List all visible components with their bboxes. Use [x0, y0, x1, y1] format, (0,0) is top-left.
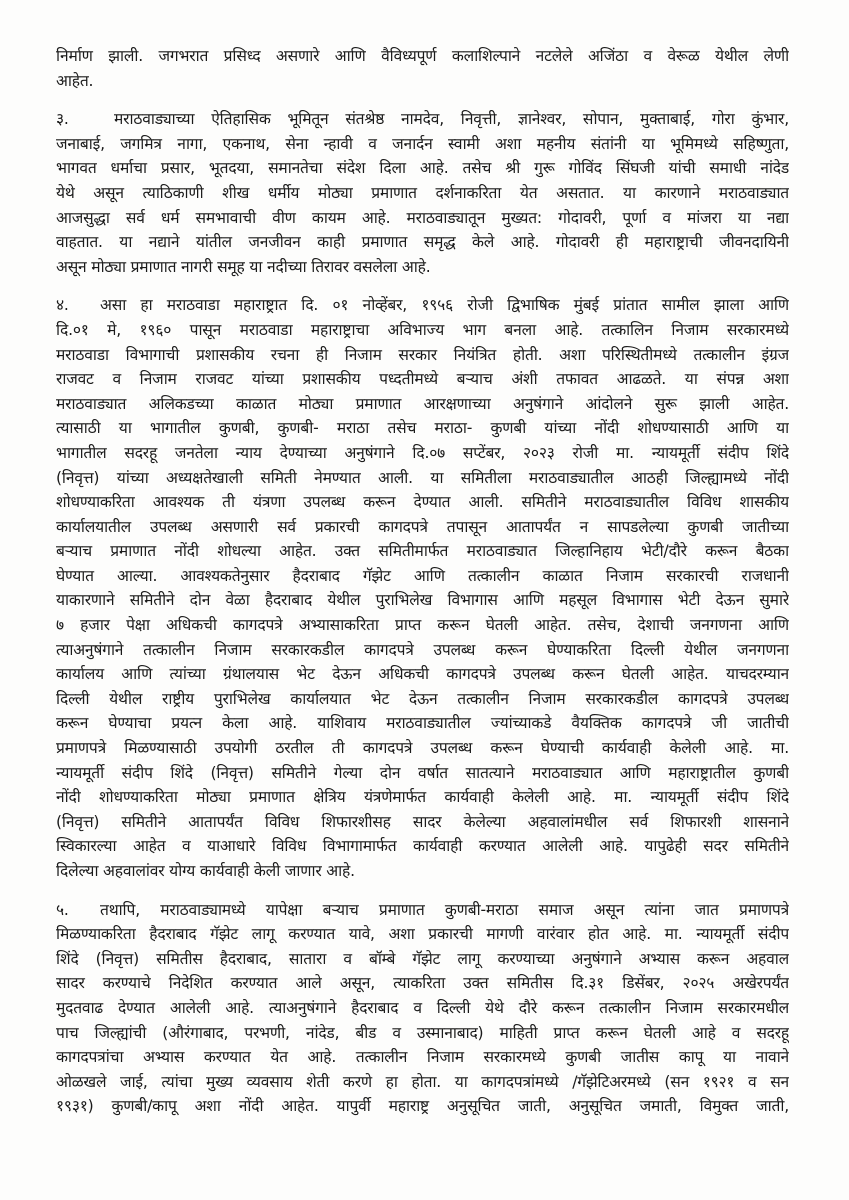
text-line: मराठवाडा विभागाची प्रशासकीय रचना ही निजाम सरकार नियंत्रित होती. अशा परिस्थितीमध्ये तत्कालीन इंग्रज	[56, 345, 789, 364]
text-line: येथे असून त्याठिकाणी शीख धर्मीय मोठ्या प्रमाणात दर्शनाकरिता येत असतात. या कारणाने मराठवाड्यात	[56, 183, 789, 202]
paragraph-number: ४.	[56, 296, 69, 315]
text-line: दिलेल्या अहवालांवर योग्य कार्यवाही केली जाणार आहे.	[56, 862, 355, 880]
text-line: ओळखले जाई, त्यांचा मुख्य व्यवसाय शेती करणे हा होता. या कागदपत्रांमध्ये /गॅझेटिअरमध्ये (सन १९२१ व सन	[56, 1072, 789, 1091]
text-line: मिळण्याकरिता हैदराबाद गॅझेट लागू करण्यात यावे, अशा प्रकारची मागणी वारंवार होत आहे. मा. न्यायमूर्ती संदीप	[56, 925, 789, 944]
text-line: शोधण्याकरिता आवश्यक ती यंत्रणा उपलब्ध करून देण्यात आली. समितीने मराठवाड्यातील विविध शासकीय	[56, 493, 789, 512]
paragraph-number: ५.	[56, 900, 69, 919]
paragraph-number: ३.	[56, 110, 69, 129]
text-line: असा हा मराठवाडा महाराष्ट्रात दि. ०१ नोव्हेंबर, १९५६ रोजी द्विभाषिक मुंबई प्रांतात सामील झाला आणि	[100, 296, 789, 315]
text-line: प्रमाणपत्रे मिळण्यासाठी उपयोगी ठरतील ती कागदपत्रे उपलब्ध करून घेण्याची कार्यवाही केलेली आहे. मा.	[56, 739, 789, 758]
text-line: निर्माण झाली. जगभरात प्रसिध्द असणारे आणि वैविध्यपूर्ण कलाशिल्पाने नटलेले अजिंठा व वेरूळ येथील लेणी	[56, 47, 789, 65]
text-line: नोंदी शोधण्याकरिता मोठ्या प्रमाणात क्षेत्रिय यंत्रणेमार्फत कार्यवाही केलेली आहे. मा. न्यायमूर्ती संदीप शिंदे	[56, 788, 789, 807]
text-line: आजसुद्धा सर्व धर्म समभावाची वीण कायम आहे. मराठवाड्यातून मुख्यत: गोदावरी, पूर्णा व मांजरा या नद्या	[56, 208, 789, 227]
text-line: सादर करण्याचे निदेशित करण्यात आले असून, त्याकरिता उक्त समितीस दि.३१ डिसेंबर, २०२५ अखेरपर्यंत	[56, 974, 789, 993]
text-line: दि.०१ मे, १९६० पासून मराठवाडा महाराष्ट्राचा अविभाज्य भाग बनला आहे. तत्कालिन निजाम सरकारमध्ये	[56, 320, 789, 339]
text-line: याकारणाने समितीने दोन वेळा हैदराबाद येथील पुराभिलेख विभागास आणि महसूल विभागास भेटी देऊन सुमारे	[56, 591, 789, 610]
text-line: (निवृत्त) यांच्या अध्यक्षतेखाली समिती नेमण्यात आली. या समितीला मराठवाड्यातील आठही जिल्ह्यामध्ये नोंदी	[56, 468, 789, 487]
text-line: ७ हजार पेक्षा अधिकची कागदपत्रे अभ्यासाकरिता प्राप्त करून घेतली आहेत. तसेच, देशाची जनगणना आणि	[56, 616, 789, 635]
text-line: जनाबाई, जगमित्र नागा, एकनाथ, सेना न्हावी व जनार्दन स्वामी अशा महनीय संतांनी या भूमिमध्ये सहिष्णुता,	[56, 134, 789, 153]
text-line: दिल्ली येथील राष्ट्रीय पुराभिलेख कार्यालयात भेट देऊन तत्कालीन निजाम सरकारकडील कागदपत्रे उपलब्ध	[56, 689, 789, 708]
intro-paragraph	[56, 44, 789, 93]
text-line: (निवृत्त) समितीने आतापर्यंत विविध शिफारशीसह सादर केलेल्या अहवालांमधील सर्व शिफारशी शासनाने	[56, 812, 789, 831]
text-line: घेण्यात आल्या. आवश्यकतेनुसार हैदराबाद गॅझेट आणि तत्कालीन काळात निजाम सरकारची राजधानी	[56, 566, 789, 585]
text-line: त्यासाठी या भागातील कुणबी, कुणबी- मराठा तसेच मराठा- कुणबी यांच्या नोंदी शोधण्यासाठी आणि या	[56, 419, 789, 438]
text-line: भागवत धर्माचा प्रसार, भूतदया, समानतेचा संदेश दिला आहे. तसेच श्री गुरू गोविंद सिंघजी यांची समाधी नांदेड	[56, 159, 789, 178]
text-line: न्यायमूर्ती संदीप शिंदे (निवृत्त) समितीने गेल्या दोन वर्षात सातत्याने मराठवाड्यात आणि महाराष्ट्रातील कुणबी	[56, 763, 789, 782]
text-line: मुदतवाढ देण्यात आलेली आहे. त्याअनुषंगाने हैदराबाद व दिल्ली येथे दौरे करून तत्कालीन निजाम सरकारमधील	[56, 998, 789, 1017]
text-line: राजवट व निजाम राजवट यांच्या प्रशासकीय पध्दतीमध्ये बऱ्याच अंशी तफावत आढळते. या संपन्न अशा	[56, 370, 789, 389]
text-line: स्विकारल्या आहेत व याआधारे विविध विभागामार्फत कार्यवाही करण्यात आलेली आहे. यापुढेही सदर समितीने	[56, 837, 789, 856]
text-line: करून घेण्याचा प्रयत्न केला आहे. याशिवाय मराठवाड्यातील ज्यांच्याकडे वैयक्तिक कागदपत्रे जी जातीची	[56, 714, 789, 733]
text-line: कार्यालय आणि त्यांच्या ग्रंथालयास भेट देऊन अधिकची कागदपत्रे उपलब्ध करून घेतली आहेत. याचदरम्यान	[56, 665, 789, 684]
paragraph-3	[56, 107, 789, 279]
text-line: मराठवाड्यात अलिकडच्या काळात मोठ्या प्रमाणात आरक्षणाच्या अनुषंगाने आंदोलने सुरू झाली आहेत.	[56, 394, 789, 413]
paragraph-5	[56, 898, 789, 1119]
text-line: पाच जिल्ह्यांची (औरंगाबाद, परभणी, नांदेड, बीड व उस्मानाबाद) माहिती प्राप्त करून घेतली आहे व सदरहू	[56, 1023, 789, 1042]
text-line: कार्यालयातील उपलब्ध असणारी सर्व प्रकारची कागदपत्रे तपासून आतापर्यंत न सापडलेल्या कुणबी जातीच्या	[56, 517, 789, 536]
text-line: १९३१) कुणबी/कापू अशा नोंदी आहेत. यापुर्वी महाराष्ट्र अनुसूचित जाती, अनुसूचित जमाती, विमुक्त जाती,	[56, 1097, 789, 1116]
text-line: तथापि, मराठवाड्यामध्ये यापेक्षा बऱ्याच प्रमाणात कुणबी-मराठा समाज असून त्यांना जात प्रमाणपत्रे	[100, 900, 789, 919]
text-line: आहेत.	[56, 71, 94, 90]
text-line: भागातील सदरहू जनतेला न्याय देण्याच्या अनुषंगाने दि.०७ सप्टेंबर, २०२३ रोजी मा. न्यायमूर्ती संदीप शिंदे	[56, 443, 789, 462]
text-line: त्याअनुषंगाने तत्कालीन निजाम सरकारकडील कागदपत्रे उपलब्ध करून घेण्याकरिता दिल्ली येथील जनगणना	[56, 640, 789, 659]
paragraph-4	[56, 293, 789, 883]
document-body	[56, 44, 789, 1133]
text-line: बऱ्याच प्रमाणात नोंदी शोधल्या आहेत. उक्त समितीमार्फत मराठवाड्यात जिल्हानिहाय भेटी/दौरे करून बैठका	[56, 542, 789, 561]
text-line: कागदपत्रांचा अभ्यास करण्यात येत आहे. तत्कालीन निजाम सरकारमध्ये कुणबी जातीस कापू या नावाने	[56, 1048, 789, 1067]
text-line: शिंदे (निवृत्त) समितीस हैदराबाद, सातारा व बॉम्बे गॅझेट लागू करण्याच्या अनुषंगाने अभ्यास करून अहवाल	[56, 949, 789, 968]
text-line: असून मोठ्या प्रमाणात नागरी समूह या नदीच्या तिरावर वसलेला आहे.	[56, 257, 431, 276]
text-line: मराठवाड्याच्या ऐतिहासिक भूमितून संतश्रेष्ठ नामदेव, निवृत्ती, ज्ञानेश्वर, सोपान, मुक्ताबाई, गोरा कुंभार,	[114, 110, 789, 129]
text-line: वाहतात. या नद्याने यांतील जनजीवन काही प्रमाणात समृद्ध केले आहे. गोदावरी ही महाराष्ट्राची जीवनदायिनी	[56, 233, 789, 252]
